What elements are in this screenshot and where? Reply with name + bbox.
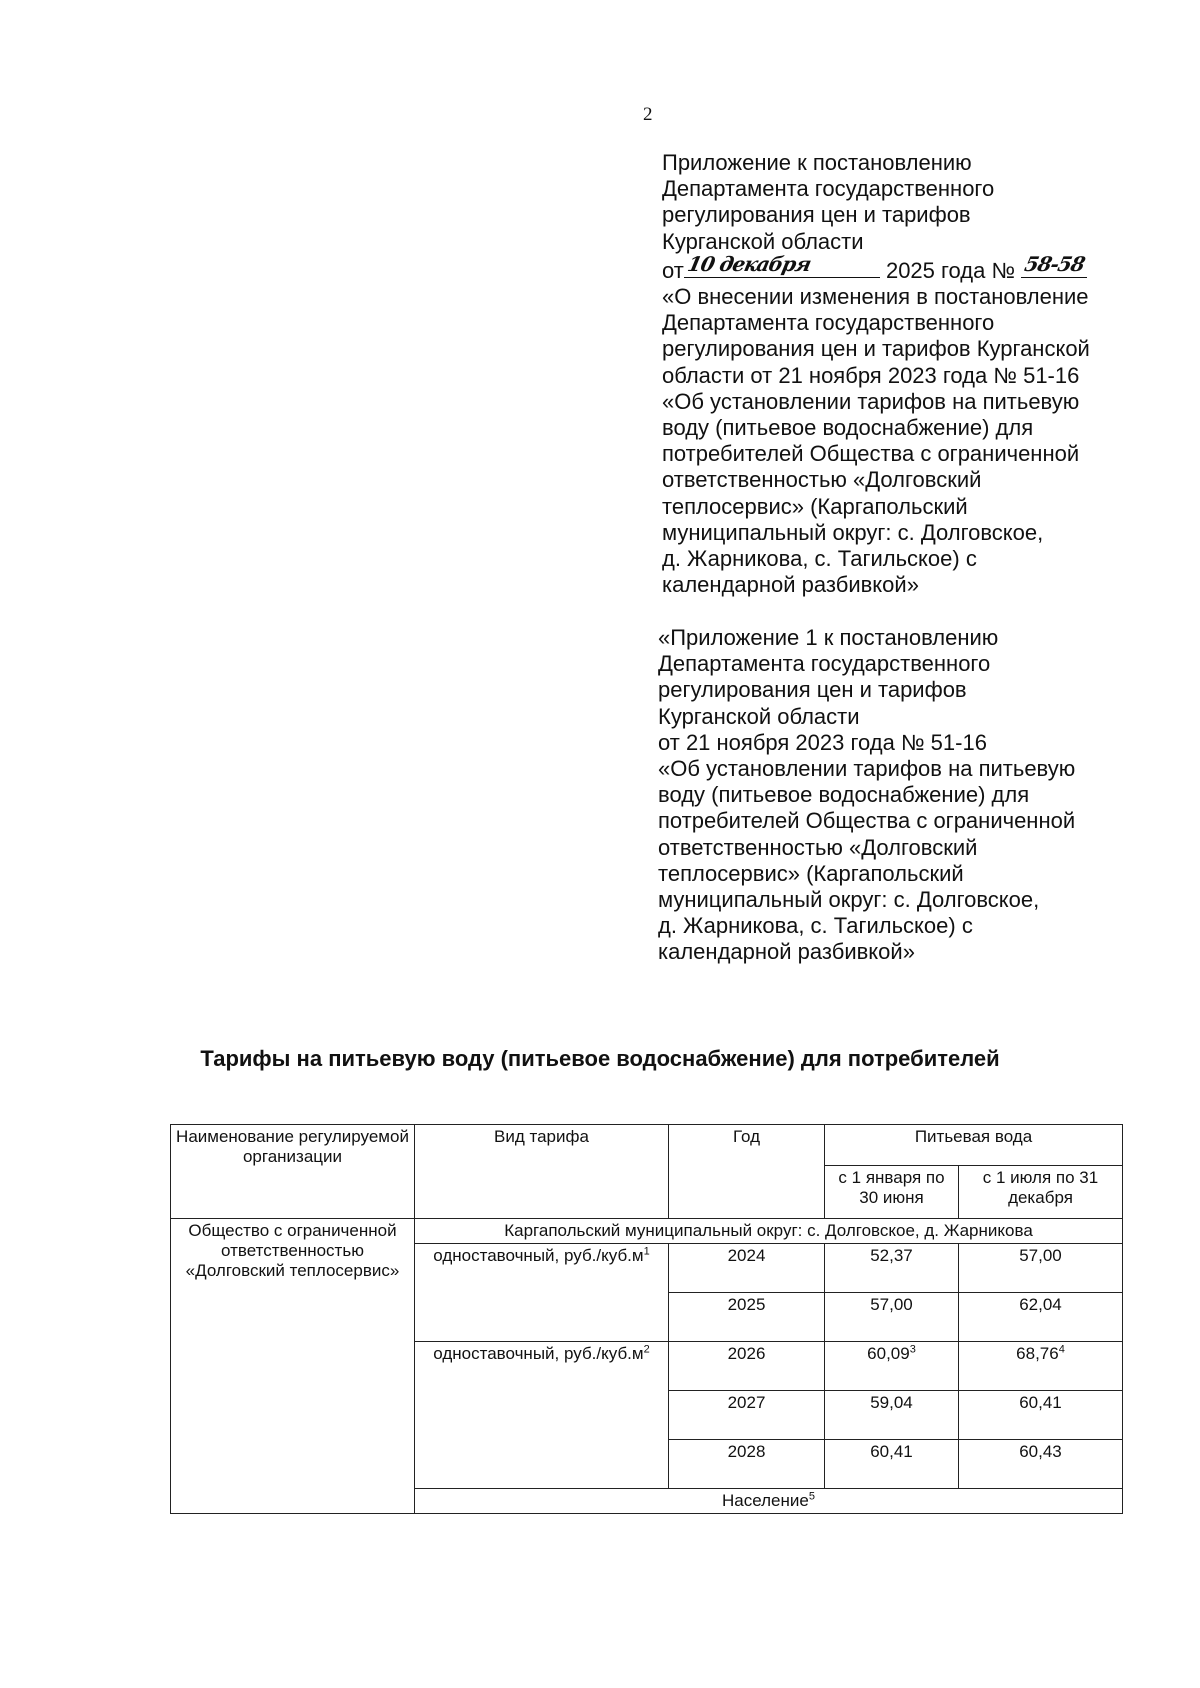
subject-line: «Об установлении тарифов на питьевую bbox=[662, 388, 1080, 414]
subject-line: потребителей Общества с ограниченной bbox=[662, 441, 1080, 467]
subject-line: воду (питьевое водоснабжение) для bbox=[662, 415, 1034, 441]
value-cell: 60,09$^3$ bbox=[825, 1342, 959, 1391]
appendix1-line: ответственностью «Долговский bbox=[658, 834, 978, 860]
year-cell: 2026 bbox=[669, 1342, 825, 1391]
handwritten-date: 10 декабря bbox=[685, 251, 813, 276]
appendix-line: регулирования цен и тарифов bbox=[662, 202, 971, 228]
appendix-1-header bbox=[658, 625, 1128, 966]
appendix1-line: потребителей Общества с ограниченной bbox=[658, 808, 1076, 834]
tariff-type-cell: одноставочный, $руб./куб.м^1$ bbox=[415, 1244, 669, 1342]
appendix-line: Департамента государственного bbox=[662, 176, 995, 202]
handwritten-number: 58-58 bbox=[1022, 251, 1087, 276]
value-cell: 60,43 bbox=[959, 1440, 1123, 1489]
header-year: Год bbox=[669, 1125, 825, 1219]
region-cell: Каргапольский муниципальный округ: с. Долговское, д. Жарникова bbox=[415, 1219, 1123, 1244]
appendix1-line: Курганской области bbox=[658, 703, 860, 729]
value-cell: 52,37 bbox=[825, 1244, 959, 1293]
date-prefix: от bbox=[662, 257, 684, 283]
year-cell: 2027 bbox=[669, 1391, 825, 1440]
date-blank bbox=[684, 251, 880, 278]
appendix1-line: «Приложение 1 к постановлению bbox=[658, 625, 999, 650]
subject-line: д. Жарникова, с. Тагильское) с bbox=[662, 546, 977, 572]
value-cell: 62,04 bbox=[959, 1293, 1123, 1342]
value-cell: 57,00 bbox=[959, 1244, 1123, 1293]
appendix1-line: «Об установлении тарифов на питьевую bbox=[658, 756, 1076, 782]
value-cell: 68,76$^4$ bbox=[959, 1342, 1123, 1391]
table-header-row bbox=[171, 1125, 1123, 1166]
appendix1-line: воду (питьевое водоснабжение) для bbox=[658, 782, 1030, 808]
appendix1-line: регулирования цен и тарифов bbox=[658, 677, 967, 703]
tariff-type-cell: одноставочный, $руб./куб.м^2$ bbox=[415, 1342, 669, 1489]
header-type: Вид тарифа bbox=[415, 1125, 669, 1219]
header-org: Наименование регулируемой организации bbox=[171, 1125, 415, 1219]
subject-line: области от 21 ноября 2023 года № 51-16 bbox=[662, 362, 1080, 388]
appendix1-line: Департамента государственного bbox=[658, 651, 991, 677]
appendix-line: Приложение к постановлению bbox=[662, 150, 972, 175]
appendix-line: Курганской области bbox=[662, 228, 864, 254]
resolution-date-line bbox=[662, 251, 1132, 284]
table-title: Тарифы на питьевую воду (питьевое водоснабжение) для потребителей bbox=[200, 1046, 1000, 1071]
appendix1-line: муниципальный округ: с. Долговское, bbox=[658, 887, 1040, 913]
value-cell: 60,41 bbox=[825, 1440, 959, 1489]
value-cell: 57,00 bbox=[825, 1293, 959, 1342]
header-water: Питьевая вода bbox=[825, 1125, 1123, 1166]
subject-line: муниципальный округ: с. Долговское, bbox=[662, 519, 1044, 545]
year-cell: 2025 bbox=[669, 1293, 825, 1342]
value-cell: 60,41 bbox=[959, 1391, 1123, 1440]
header-second-half: с 1 июля по 31 декабря bbox=[959, 1166, 1123, 1219]
population-cell: Население$^5$ bbox=[415, 1489, 1123, 1514]
org-name-cell: Общество с ограниченной ответственностью «Долговский теплосервис» bbox=[171, 1219, 415, 1514]
subject-line: теплосервис» (Каргапольский bbox=[662, 493, 968, 519]
tariff-table bbox=[170, 1124, 1123, 1514]
subject-line: Департамента государственного bbox=[662, 310, 995, 336]
header-first-half: с 1 января по 30 июня bbox=[825, 1166, 959, 1219]
subject-line: ответственностью «Долговский bbox=[662, 467, 982, 493]
year-cell: 2024 bbox=[669, 1244, 825, 1293]
subject-line: «О внесении изменения в постановление bbox=[662, 284, 1089, 310]
appendix1-line: д. Жарникова, с. Тагильское) с bbox=[658, 913, 973, 939]
appendix1-line: календарной разбивкой» bbox=[658, 939, 915, 965]
year-cell: 2028 bbox=[669, 1440, 825, 1489]
appendix1-line: от 21 ноября 2023 года № 51-16 bbox=[658, 729, 987, 755]
page-number: 2 bbox=[643, 104, 653, 125]
subject-line: регулирования цен и тарифов Курганской bbox=[662, 336, 1090, 362]
value-cell: 59,04 bbox=[825, 1391, 959, 1440]
date-year: 2025 года № bbox=[885, 257, 1016, 283]
appendix-header bbox=[662, 150, 1132, 598]
appendix1-line: теплосервис» (Каргапольский bbox=[658, 860, 964, 886]
subject-line: календарной разбивкой» bbox=[662, 572, 919, 598]
number-blank bbox=[1021, 251, 1087, 278]
region-row bbox=[171, 1219, 1123, 1244]
